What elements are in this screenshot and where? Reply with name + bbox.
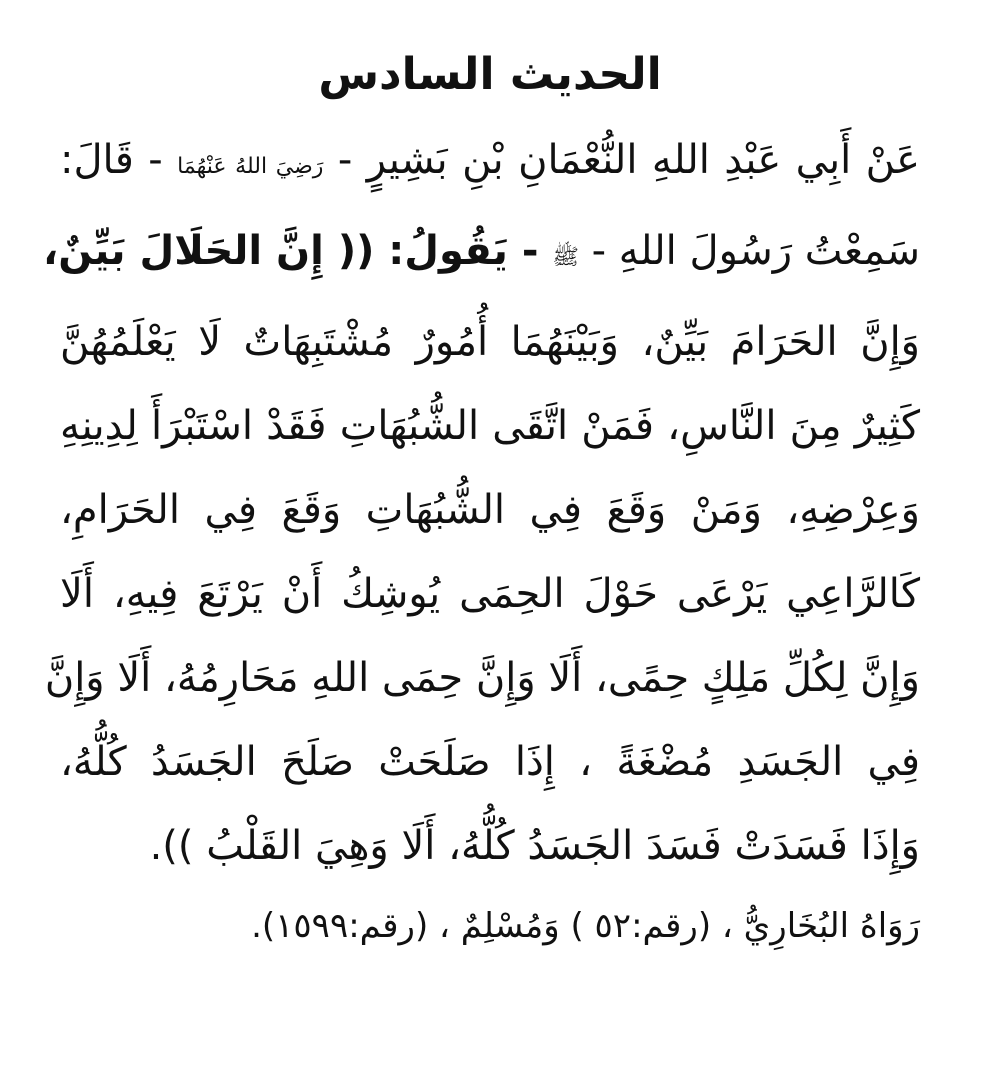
hadith-start-text: - يَقُولُ: (( إِنَّ الحَلَالَ بَيِّنٌ، bbox=[43, 228, 553, 275]
hadith-line-8: فِي الجَسَدِ مُضْغَةً ، إِذَا صَلَحَتْ صَلَحَ الجَسَدُ كُلُّهُ، bbox=[60, 739, 920, 786]
hadith-line-1 bbox=[60, 118, 920, 209]
hadith-page bbox=[43, 40, 920, 964]
hadith-line-6: كَالرَّاعِي يَرْعَى حَوْلَ الحِمَى يُوشِكُ أَنْ يَرْتَعَ فِيهِ، أَلَا bbox=[60, 571, 920, 618]
hadith-title: الحديث السادس bbox=[318, 49, 662, 100]
hadith-line-3: وَإِنَّ الحَرَامَ بَيِّنٌ، وَبَيْنَهُمَا أُمُورٌ مُشْتَبِهَاتٌ لَا يَعْلَمُهُنَّ bbox=[60, 319, 920, 366]
hadith-line-7: وَإِنَّ لِكُلِّ مَلِكٍ حِمًى، أَلَا وَإِنَّ حِمَى اللهِ مَحَارِمُهُ، أَلَا وَإِنَّ bbox=[44, 655, 920, 702]
salawat-symbol: ﷺ bbox=[552, 245, 579, 271]
hadith-source: رَوَاهُ البُخَارِيُّ ، (رقم:٥٢ ) وَمُسْلِمٌ ، (رقم:١٥٩٩). bbox=[251, 906, 920, 947]
hadith-line-2 bbox=[43, 209, 920, 300]
hadith-line-5: وَعِرْضِهِ، وَمَنْ وَقَعَ فِي الشُّبُهَاتِ وَقَعَ فِي الحَرَامِ، bbox=[60, 487, 920, 534]
qala-text: - قَالَ: bbox=[60, 137, 178, 184]
heard-text: سَمِعْتُ رَسُولَ اللهِ - bbox=[578, 228, 920, 275]
narrator-text: عَنْ أَبِي عَبْدِ اللهِ النُّعْمَانِ بْنِ بَشِيرٍ - bbox=[323, 137, 920, 184]
hadith-line-4: كَثِيرٌ مِنَ النَّاسِ، فَمَنْ اتَّقَى الشُّبُهَاتِ فَقَدْ اسْتَبْرَأَ لِدِينِهِ bbox=[60, 403, 920, 450]
radiallahu-anhuma: رَضِيَ اللهُ عَنْهُمَا bbox=[177, 154, 324, 180]
hadith-line-9: وَإِذَا فَسَدَتْ فَسَدَ الجَسَدُ كُلُّهُ، أَلَا وَهِيَ القَلْبُ )). bbox=[149, 823, 920, 870]
